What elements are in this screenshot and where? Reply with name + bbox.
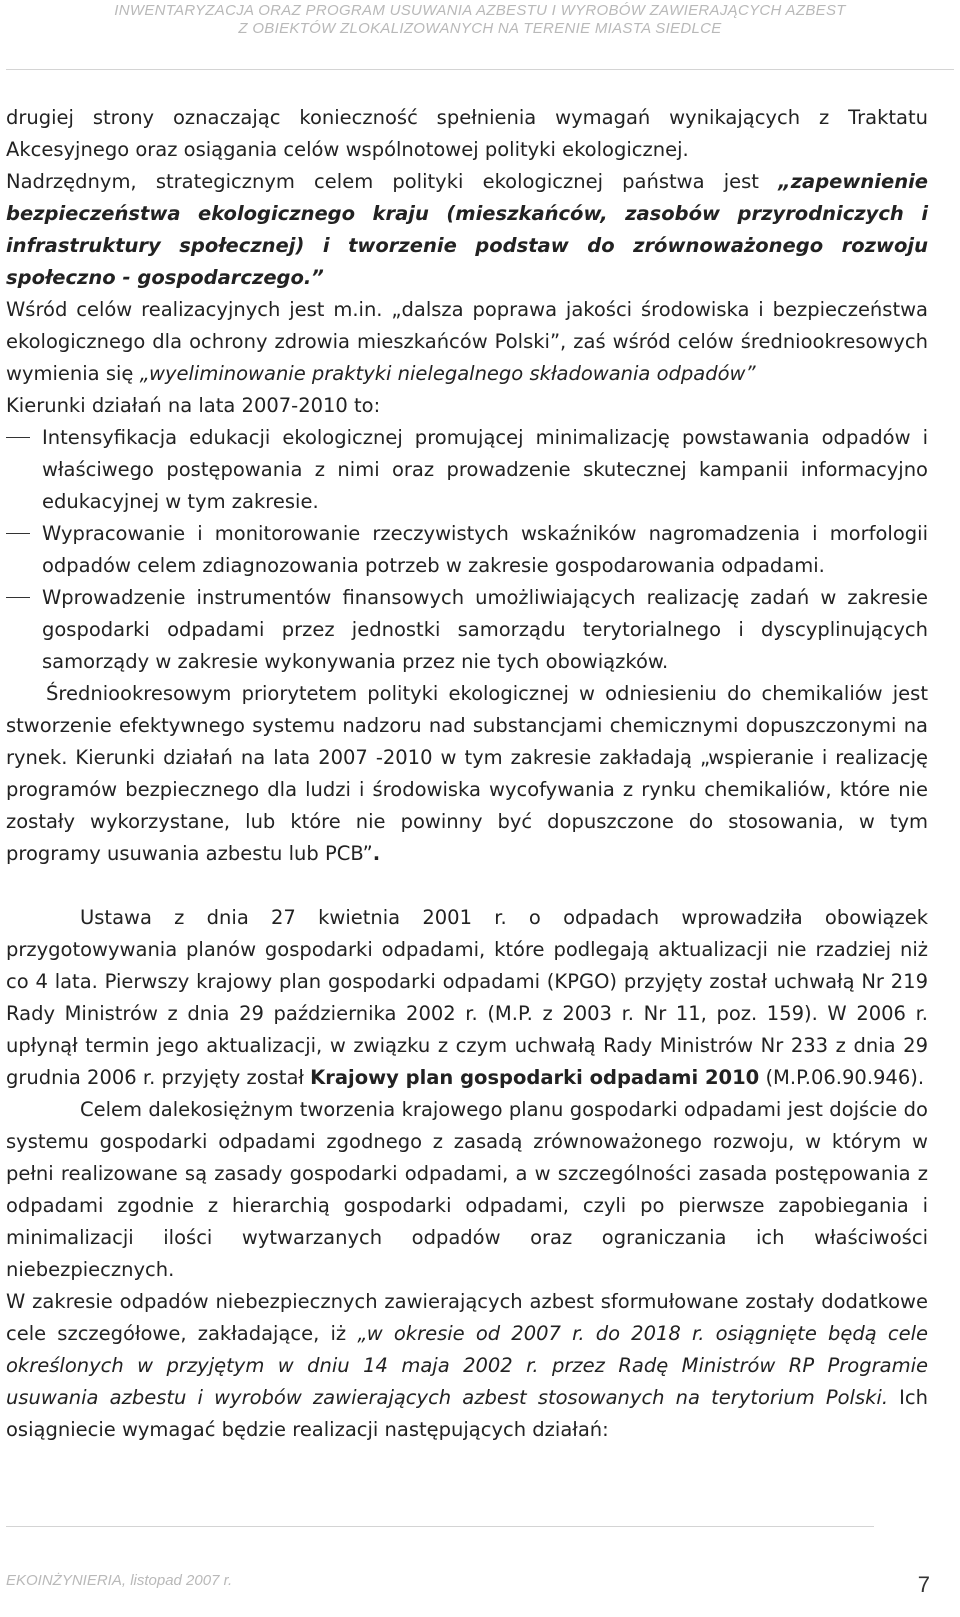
paragraph-6-text: Ustawa z dnia 27 kwietnia 2001 r. o odpadach wprowadziła obowiązek przygotowywania planów gospodarki odpadami, które podlegają aktualizacji nie rzadziej niż co 4 lata. Pierwszy krajowy plan gospodarki odpadami (KPGO) przyjęty został uchwałą Nr 219 Rady Ministrów z dnia 29 października 2002 r. (M.P. z 2003 r. Nr 11, poz. 159). W 2006 r. upłynął termin jego aktualizacji, w związku z czym uchwałą Rady Ministrów Nr 233 z dnia 29 grudnia 2006 r. przyjęty został <box>6 906 928 1089</box>
header-line-2: Z OBIEKTÓW ZLOKALIZOWANYCH NA TERENIE MIASTA SIEDLCE <box>238 20 722 37</box>
page-header <box>0 2 960 38</box>
paragraph-5-end: . <box>372 842 381 865</box>
paragraph-2-quote: „zapewnienie bezpieczeństwa ekologicznego kraju (mieszkańców, zasobów przyrodniczych i infrastruktury społecznej) i tworzenie podstaw do zrównoważonego rozwoju społeczno - gospodarczego.” <box>6 170 928 289</box>
dash-bullet-icon <box>6 533 30 534</box>
paragraph-8-quote: „w okresie od 2007 r. do 2018 r. osiągnięte będą cele określonych w przyjętym w dniu 14 maja 2002 r. przez Radę Ministrów RP Programie usuwania azbestu i wyrobów zawierających azbest stosowanych na terytorium Polski. <box>6 1322 928 1409</box>
paragraph-6-plan-title: Krajowy plan gospodarki odpadami 2010 <box>310 1066 760 1089</box>
paragraph-3-quote: „wyeliminowanie praktyki nielegalnego składowania odpadów” <box>139 362 756 385</box>
paragraph-1: drugiej strony oznaczając konieczność spełnienia wymagań wynikających z Traktatu Akcesyjnego oraz osiągania celów wspólnotowej polityki ekologicznej. <box>6 106 928 161</box>
paragraph-5-text: Średniookresowym priorytetem polityki ekologicznej w odniesieniu do chemikaliów jest stworzenie efektywnego systemu nadzoru nad substancjami chemicznymi dopuszczonymi na rynek. Kierunki działań na lata 2007 -2010 w tym zakresie zakładają „wspieranie i realizację programów bezpiecznego dla ludzi i środowiska wycofywania z rynku chemikaliów, które nie zostały wykorzystane, lub które nie powinny być dopuszczone do stosowania, w tym programy usuwania azbestu lub PCB” <box>6 682 928 865</box>
paragraph-3 <box>6 294 928 390</box>
document-body <box>6 102 928 1446</box>
paragraph-6 <box>6 902 928 1094</box>
paragraph-8-text: W zakresie odpadów niebezpiecznych zawierających azbest sformułowane zostały dodatkowe cele szczegółowe, zakładające, iż <box>6 1290 928 1345</box>
list-item-text: Wypracowanie i monitorowanie rzeczywistych wskaźników nagromadzenia i morfologii odpadów celem zdiagnozowania potrzeb w zakresie gospodarowania odpadami. <box>42 522 928 577</box>
paragraph-6-ref: (M.P.06.90.946). <box>759 1066 925 1089</box>
dash-bullet-icon <box>6 437 30 438</box>
paragraph-2 <box>6 166 928 294</box>
paragraph-4: Kierunki działań na lata 2007-2010 to: <box>6 394 381 417</box>
dash-bullet-icon <box>6 597 30 598</box>
paragraph-7: Celem dalekosiężnym tworzenia krajowego planu gospodarki odpadami jest dojście do systemu gospodarki odpadami zgodnego z zasadą zrównoważonego rozwoju, w którym w pełni realizowane są zasady gospodarki odpadami, a w szczególności zasada postępowania z odpadami zgodnie z hierarchią gospodarki odpadami, czyli po pierwsze zapobiegania i minimalizacji ilości wytwarzanych odpadów oraz ograniczania ich właściwości niebezpiecznych. <box>6 1098 928 1281</box>
paragraph-2-text: Nadrzędnym, strategicznym celem polityki ekologicznej państwa jest <box>6 170 779 193</box>
footer-divider <box>6 1526 874 1527</box>
page-number: 7 <box>917 1572 930 1597</box>
list-item-text: Wprowadzenie instrumentów finansowych umożliwiających realizację zadań w zakresie gospodarki odpadami przez jednostki samorządu terytorialnego i dyscyplinujących samorządy w zakresie wykonywania przez nie tych obowiązków. <box>42 586 928 673</box>
list-item <box>6 422 928 518</box>
paragraph-3-text: Wśród celów realizacyjnych jest m.in. „dalsza poprawa jakości środowiska i bezpieczeństwa ekologicznego dla ochrony zdrowia mieszkańców Polski”, zaś wśród celów średniookresowych wymienia się <box>6 298 928 385</box>
blank-line <box>6 870 928 902</box>
paragraph-8-end: Ich osiągniecie wymagać będzie realizacji następujących działań: <box>6 1386 928 1441</box>
list-item <box>6 582 928 678</box>
footer-company: EKOINŻYNIERIA, listopad 2007 r. <box>6 1572 233 1589</box>
paragraph-8 <box>6 1286 928 1446</box>
list-item-text: Intensyfikacja edukacji ekologicznej promującej minimalizację powstawania odpadów i właściwego postępowania z nimi oraz prowadzenie skutecznej kampanii informacyjno edukacyjnej w tym zakresie. <box>42 426 928 513</box>
list-item <box>6 518 928 582</box>
paragraph-5 <box>6 678 928 870</box>
header-divider <box>6 69 954 70</box>
header-line-1: INWENTARYZACJA ORAZ PROGRAM USUWANIA AZBESTU I WYROBÓW ZAWIERAJĄCYCH AZBEST <box>114 2 846 19</box>
